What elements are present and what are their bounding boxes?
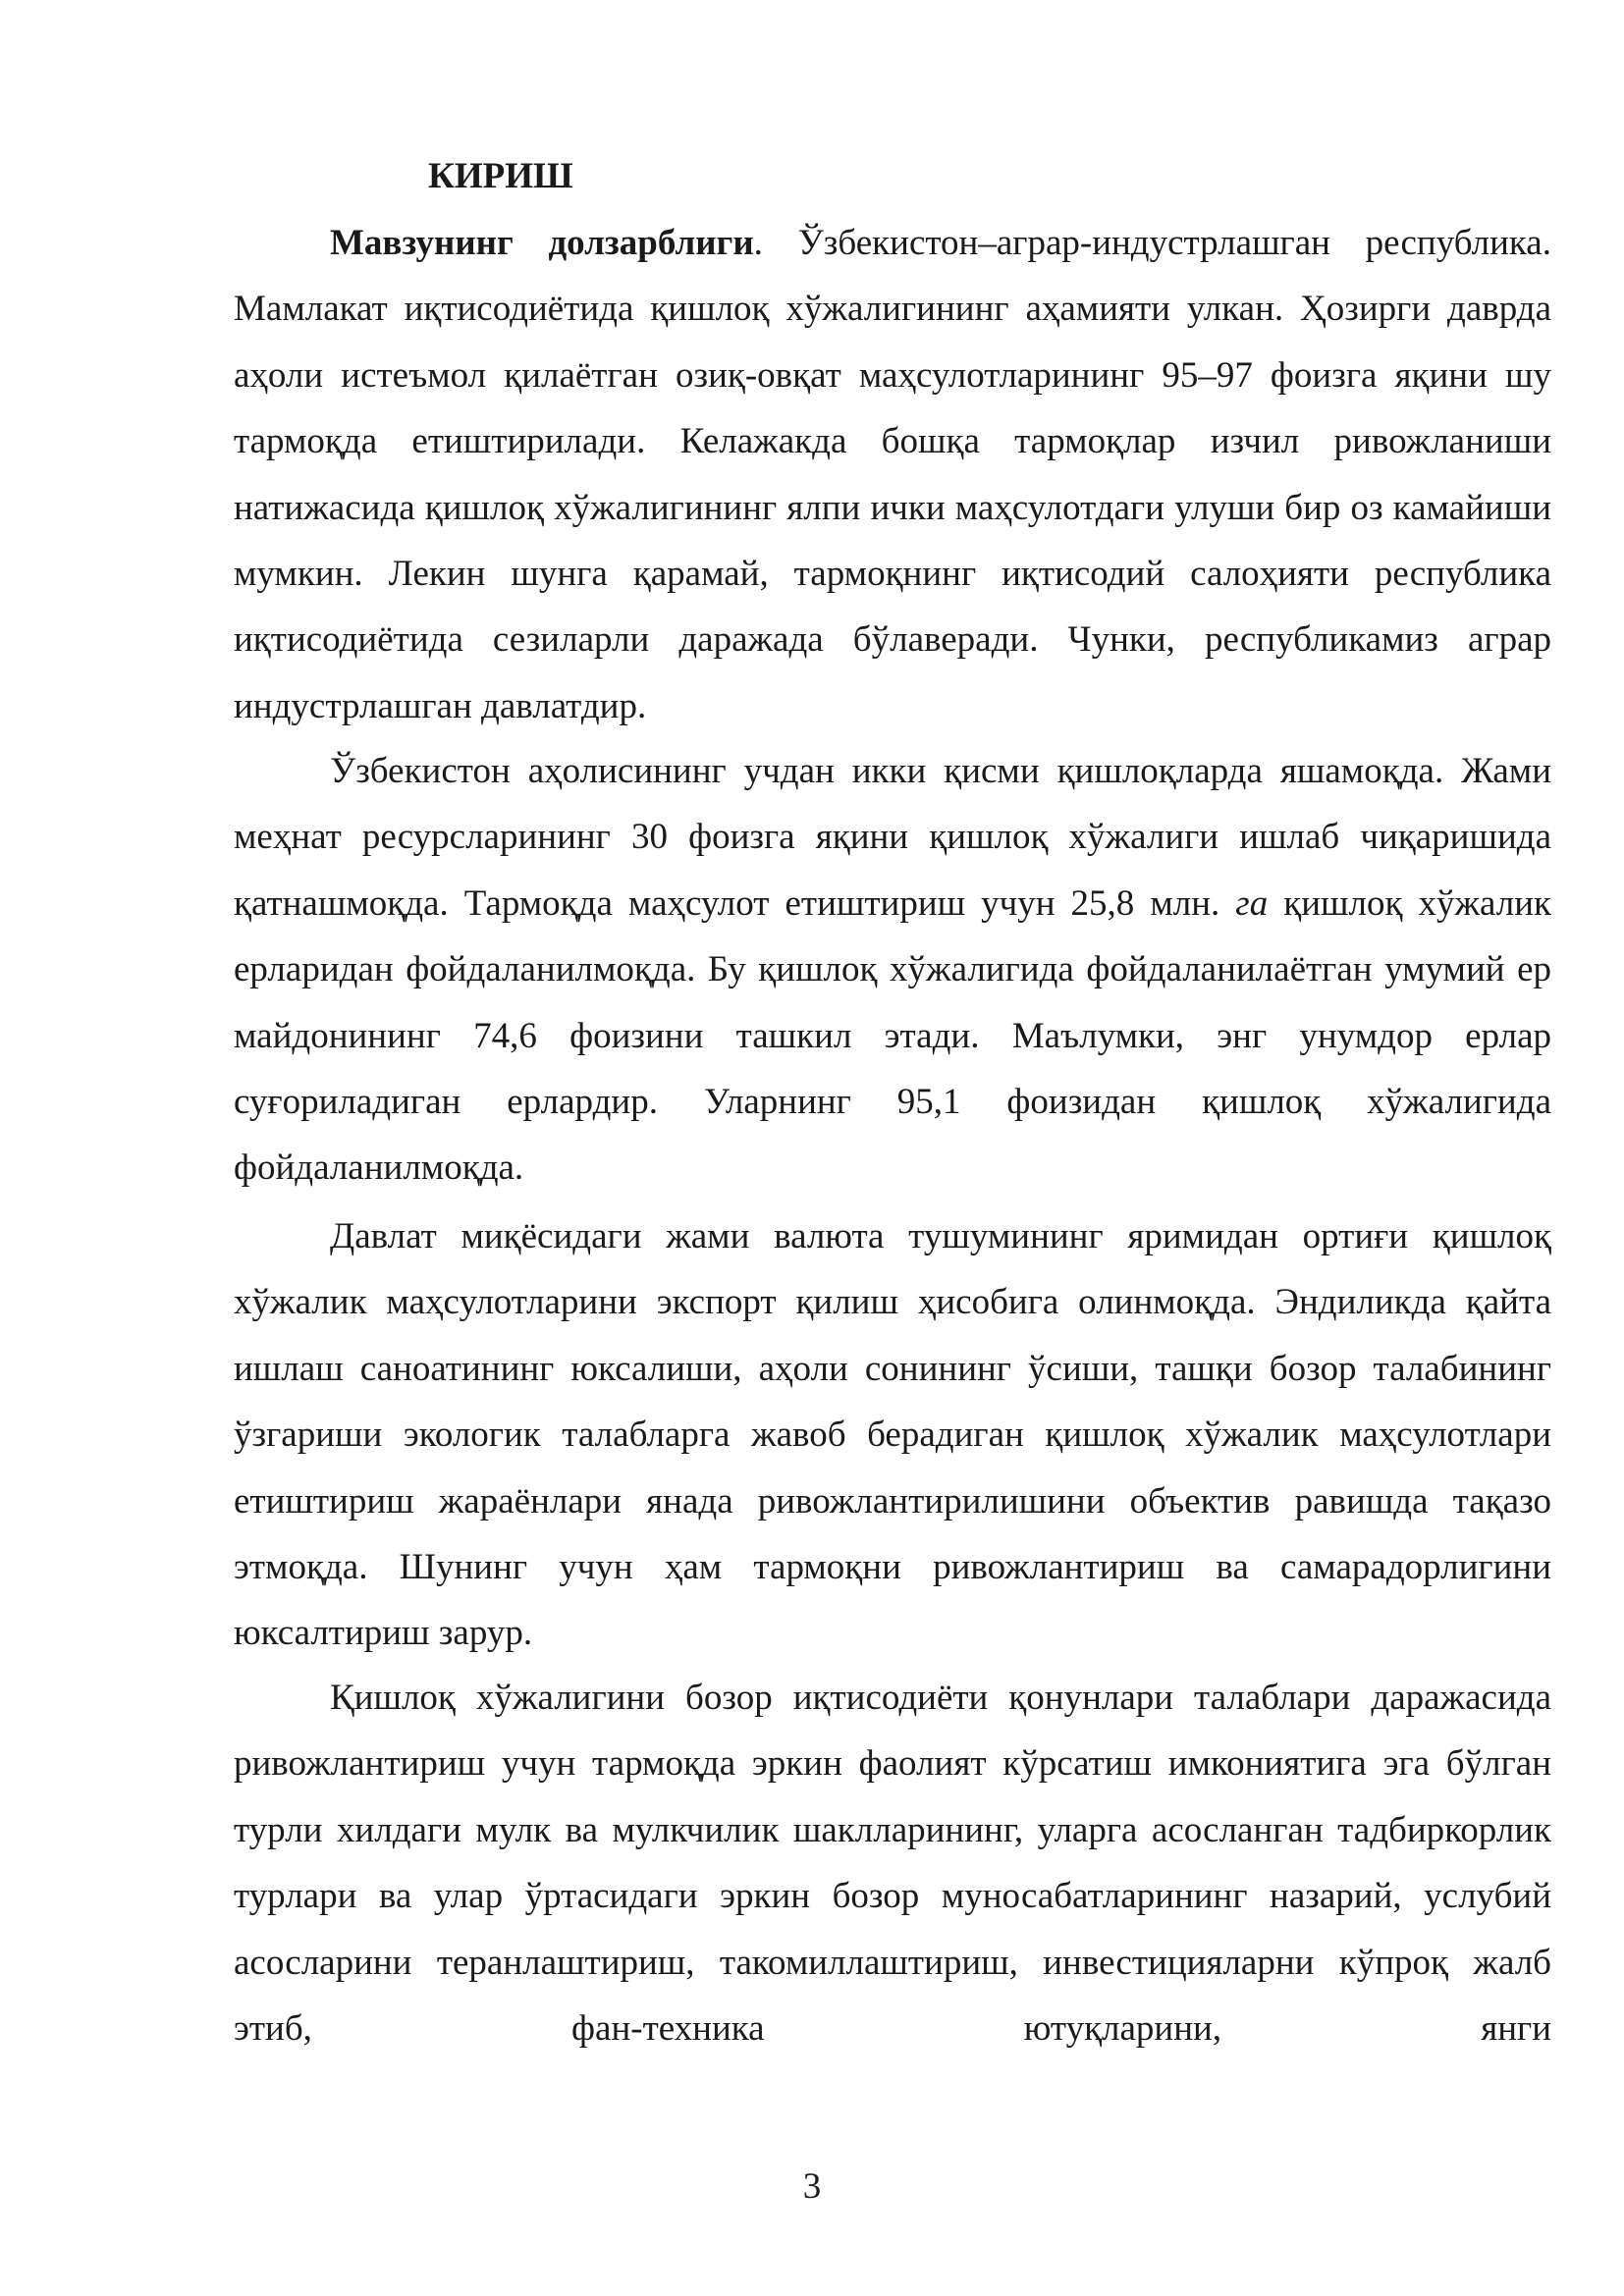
paragraph-1	[234, 210, 1551, 739]
paragraph-1-text: . Ўзбекистон–аграр-индустрлашган республика. Мамлакат иқтисодиётида қишлоқ хўжалигининг аҳамияти улкан. Ҳозирги даврда аҳоли истеъмол қилаётган озиқ-овқат маҳсулотларининг 95–97 фоизга яқини шу тармоқда етиштирилади. Келажакда бошқа тармоқлар изчил ривожланиши натижасида қишлоқ хўжалигининг ялпи ички маҳсулотдаги улуши бир оз камайиши мумкин. Лекин шунга қарамай, тармоқнинг иқтисодий салоҳияти республика иқтисодиётида сезиларли даражада бўлаверади. Чунки, республикамиз аграр индустрлашган давлатдир.	[234, 223, 1551, 726]
paragraph-market	[234, 1665, 1551, 2061]
section-heading: КИРИШ	[428, 156, 573, 196]
paragraph-relevance	[234, 210, 1551, 739]
paragraph-2	[234, 738, 1551, 1201]
paragraph-2-before: Ўзбекистон аҳолисининг учдан икки қисми қишлоқларда яшамоқда. Жами меҳнат ресурсларининг 30 фоизга яқини қишлоқ хўжалиги ишлаб чиқаришида қатнашмоқда. Тармоқда маҳсулот етиштириш учун 25,8 млн.	[234, 751, 1551, 924]
paragraph-3: Давлат миқёсидаги жами валюта тушумининг яримидан ортиғи қишлоқ хўжалик маҳсулотларини экспорт қилиш ҳисобига олинмоқда. Эндиликда қайта ишлаш саноатининг юксалиши, аҳоли сонининг ўсиши, ташқи бозор талабининг ўзгариши экологик талабларга жавоб берадиган қишлоқ хўжалик маҳсулотлари етиштириш жараёнлари янада ривожлантирилишини объектив равишда тақазо этмоқда. Шунинг учун ҳам тармоқни ривожлантириш ва самарадорлигини юксалтириш зарур.	[234, 1216, 1551, 1654]
page-number: 3	[802, 2166, 822, 2207]
paragraph-currency	[234, 1203, 1551, 1667]
paragraph-1-lead: Мавзунинг долзарблиги	[330, 223, 754, 263]
paragraph-4: Қишлоқ хўжалигини бозор иқтисодиёти қонунлари талаблари даражасида ривожлантириш учун тармоқда эркин фаолият кўрсатиш имкониятига эга бўлган турли хилдаги мулк ва мулкчилик шаклларининг, уларга асосланган тадбиркорлик турлари ва улар ўртасидаги эркин бозор муносабатларининг назарий, услубий асосларини теранлаштириш, такомиллаштириш, инвестицияларни кўпроқ жалб этиб, фан-техника ютуқларини, янги	[234, 1678, 1551, 2050]
paragraph-2-after: қишлоқ хўжалик ерларидан фойдаланилмоқда. Бу қишлоқ хўжалигида фойдаланилаётган умумий ер майдонининг 74,6 фоизини ташкил этади. Маълумки, энг унумдор ерлар суғориладиган ерлардир. Уларнинг 95,1 фоизидан қишлоқ хўжалигида фойдаланилмоқда.	[234, 882, 1551, 1189]
paragraph-2-unit: га	[1235, 882, 1269, 924]
paragraph-population	[234, 738, 1551, 1201]
